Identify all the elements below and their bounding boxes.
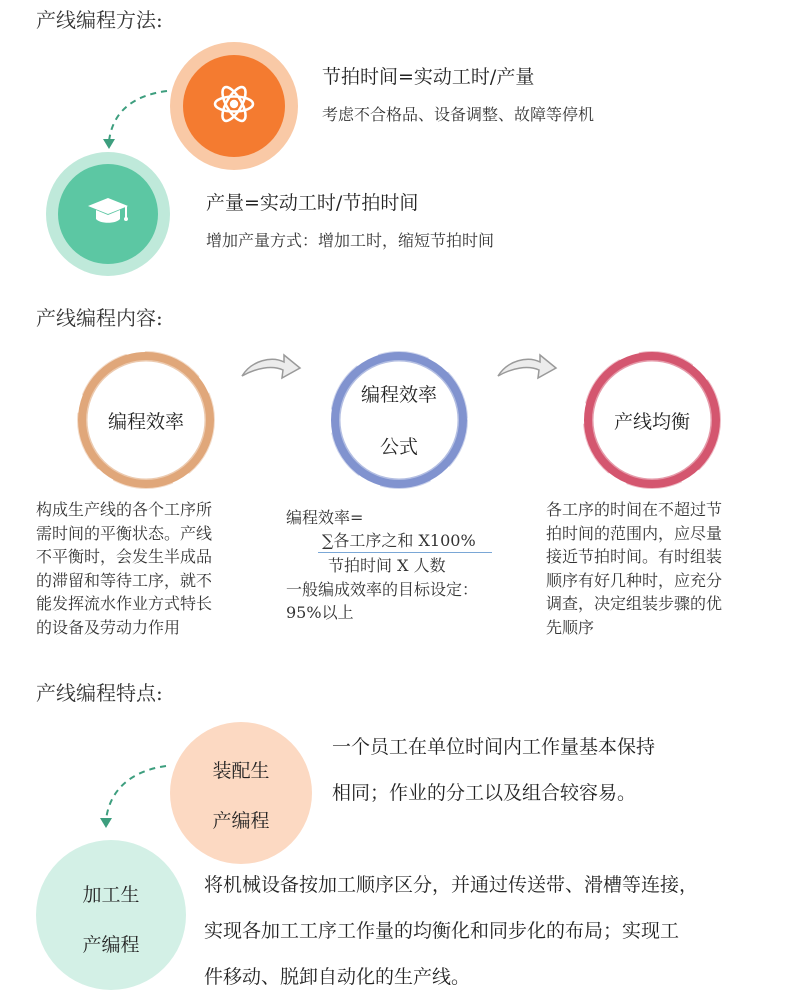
feature-desc-2: 将机械设备按加工顺序区分，并通过传送带、滑槽等连接， 实现各加工工序工作量的均衡化和同步化的布局；实现工 件移动、脱卸自动化的生产线。 [204,874,699,988]
content-circle-2-label-line1: 编程效率 [360,384,437,406]
method-circle-1 [183,55,285,157]
formula-numerator: ∑各工序之和 X100% [322,531,476,550]
section3-heading: 产线编程特点: [36,681,163,705]
formula-label: 编程效率= [286,508,364,527]
feature-circle-2 [36,840,186,990]
feature-circle-2-label-line2: 产编程 [82,934,140,956]
formula-divider [318,552,492,553]
content-circle-1-label: 编程效率 [107,410,184,433]
feature-circle-1-label-line1: 装配生 [212,760,270,782]
feature-circle-2-label-line1: 加工生 [82,884,140,906]
dashed-arrow-2 [96,760,176,834]
atom-icon [211,81,257,131]
content-circle-3-label: 产线均衡 [613,410,690,433]
feature-desc-1: 一个员工在单位时间内工作量基本保持 相同；作业的分工以及组合较容易。 [332,736,656,804]
method-circle-2 [58,164,158,264]
content-circle-2 [325,346,473,494]
feature-circle-1 [170,722,312,864]
curved-arrow-icon-2 [494,350,560,384]
formula-denominator: 节拍时间 X 人数 [328,556,446,575]
section1-heading: 产线编程方法: [36,8,163,32]
content-col3-text: 各工序的时间在不超过节 拍时间的范围内，应尽量 接近节拍时间。有时组装 顺序有好几种时，应充分 调查，决定组装步骤的优 先顺序 [546,500,723,637]
formula-note-2: 95%以上 [286,603,354,622]
content-circle-2-label-line2: 公式 [379,436,418,458]
method-title-1: 节拍时间=实动工时/产量 [322,66,535,88]
content-col1-text: 构成生产线的各个工序所 需时间的平衡状态。产线 不平衡时，会发生半成品 的滞留和等待工序，就不 能发挥流水作业方式特长 的设备及劳动力作用 [36,500,213,637]
method-desc-2: 增加产量方式：增加工时，缩短节拍时间 [206,231,495,250]
section2-heading: 产线编程内容: [36,306,163,330]
graduation-cap-icon [86,194,130,234]
curved-arrow-icon-1 [238,350,304,384]
formula-note-1: 一般编成效率的目标设定： [286,580,479,599]
method-desc-1: 考虑不合格品、设备调整、故障等停机 [322,105,595,124]
feature-circle-1-label-line2: 产编程 [212,810,270,832]
method-title-2: 产量=实动工时/节拍时间 [206,192,419,214]
dashed-arrow-1 [95,85,175,155]
